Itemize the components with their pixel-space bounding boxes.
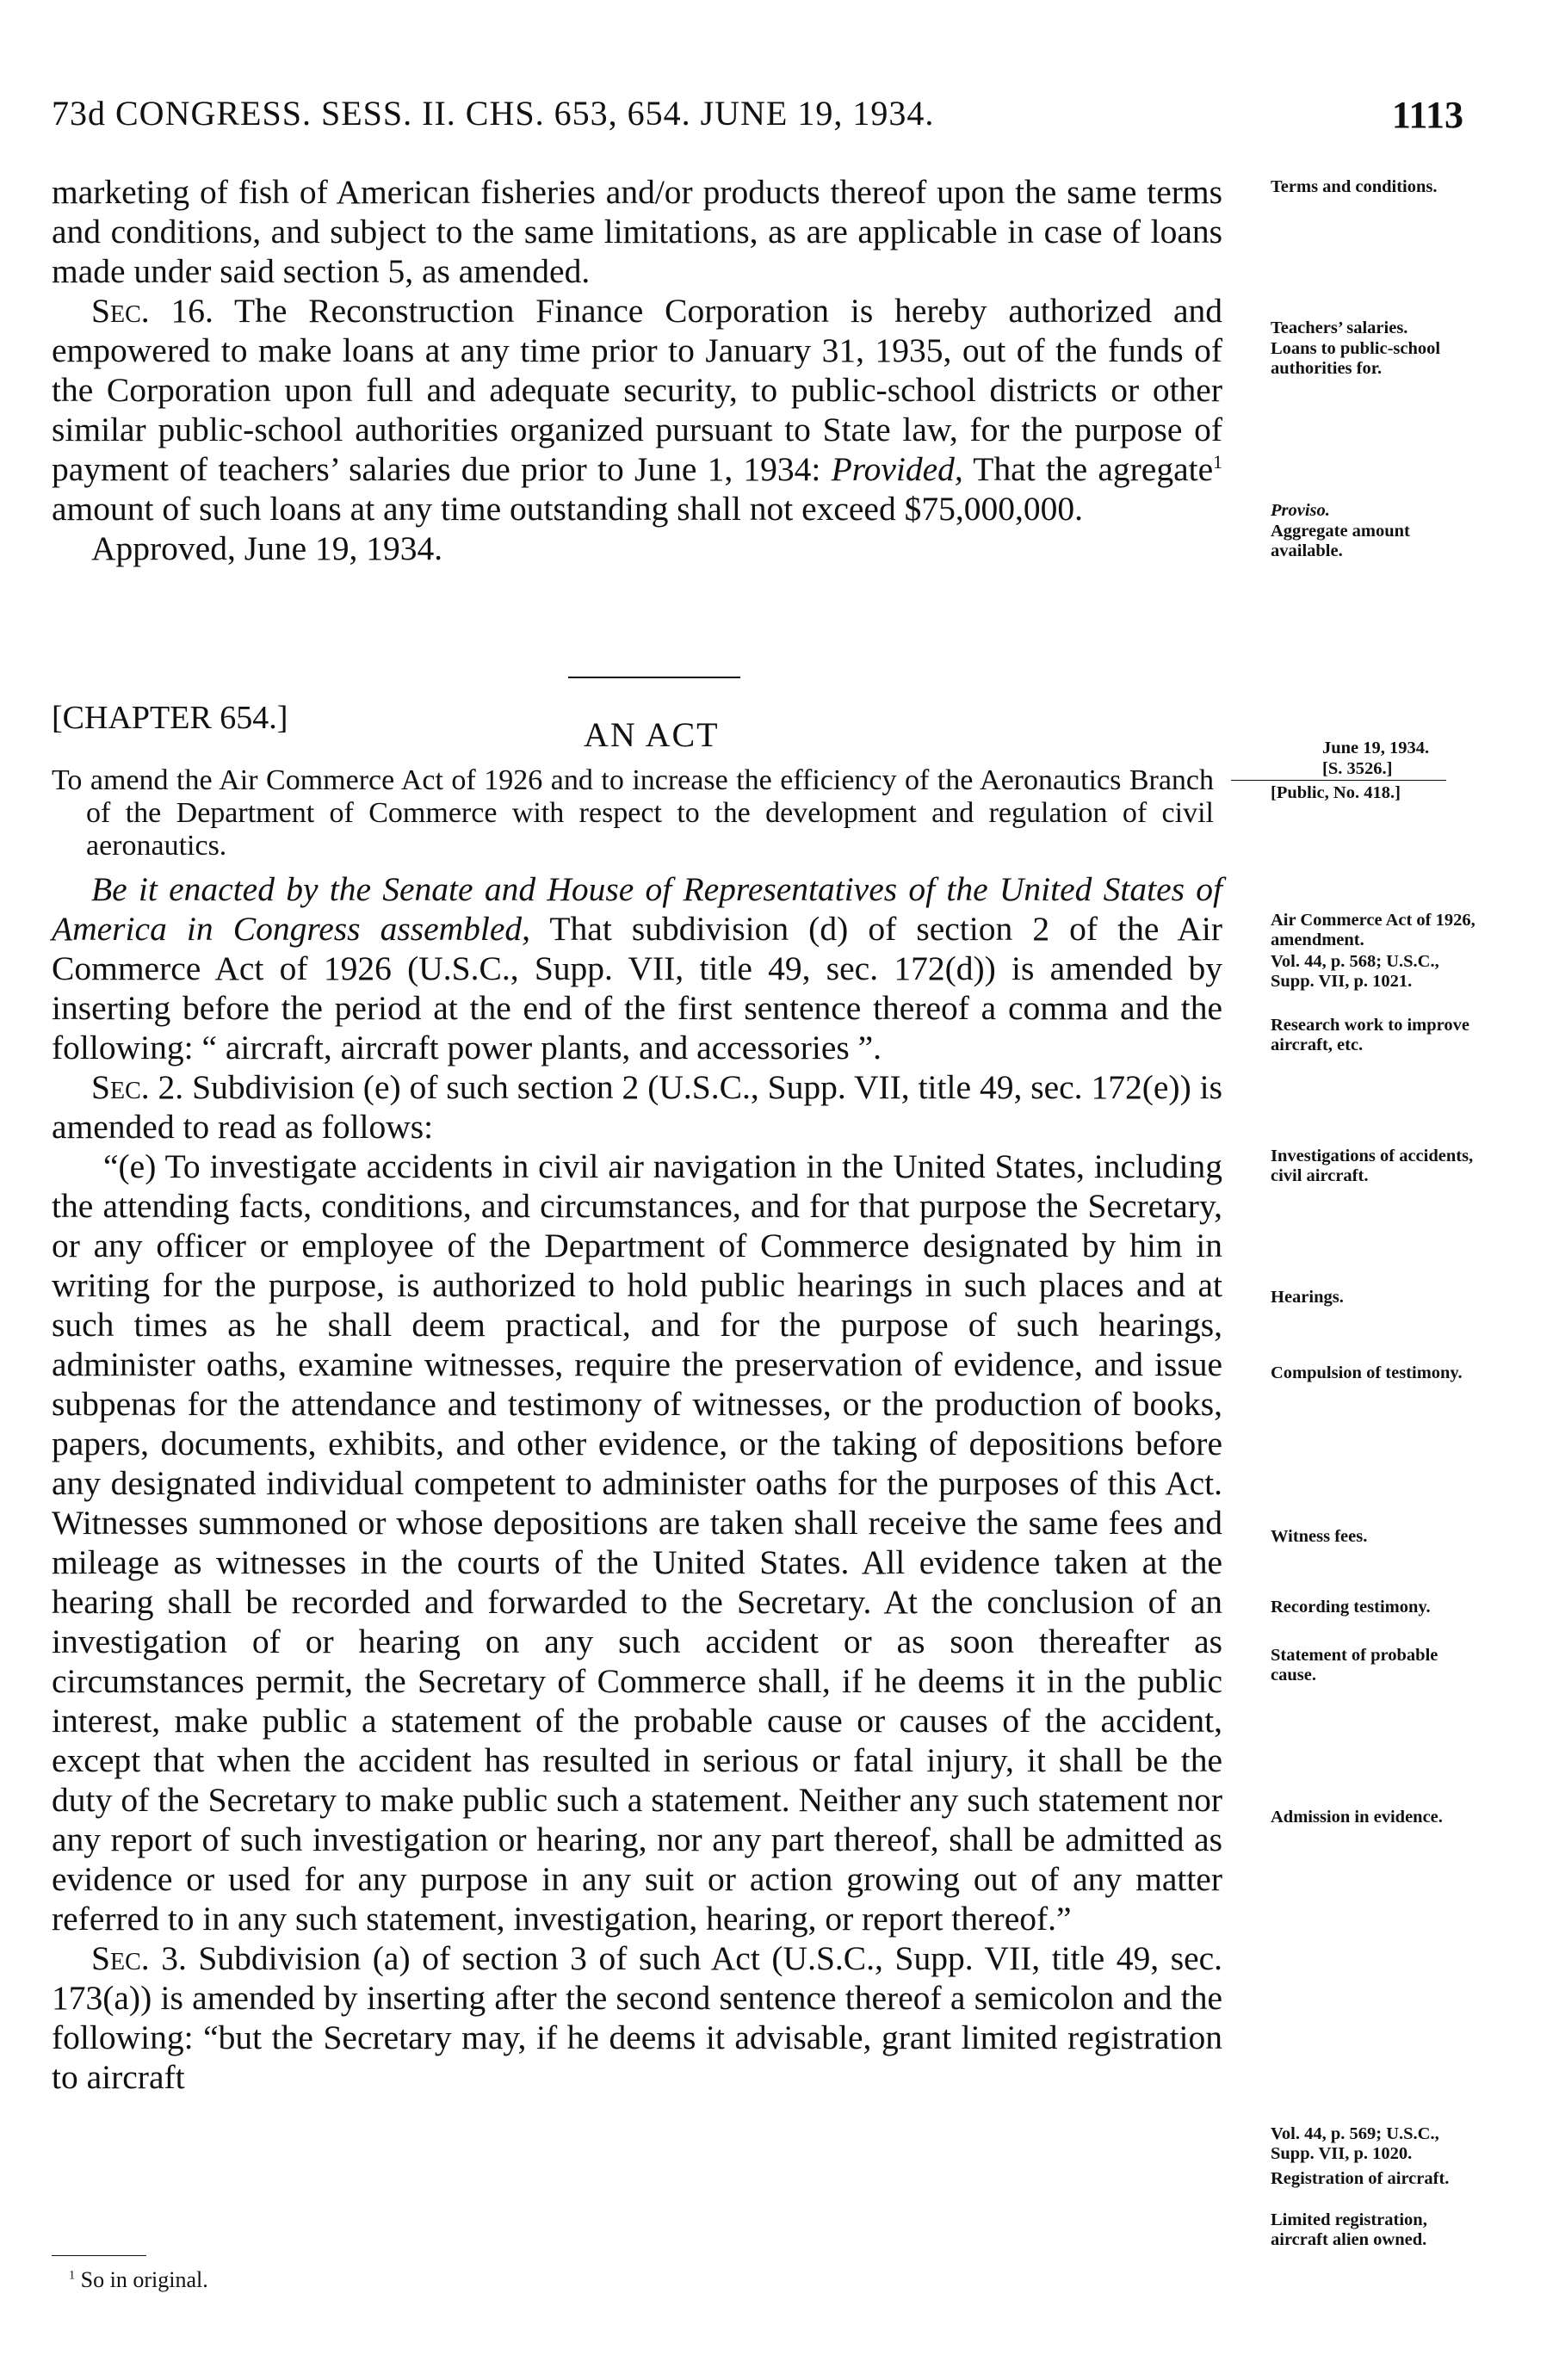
margin-note-hearings: Hearings. [1271,1288,1344,1307]
margin-note-limited: Limited registration, aircraft alien owned. [1271,2210,1427,2249]
margin-note-compulsion: Compulsion of testimony. [1271,1363,1463,1382]
footnote-mark: 1 [69,2268,76,2283]
footnote [69,2267,208,2293]
separator-rule [568,677,740,678]
sec16-tail-a: That the agregate [962,450,1214,488]
sec3-label: Sec. 3. [91,1939,187,1977]
page-number: 1113 [1391,94,1463,136]
sec2-quote: “(e) To investigate accidents in civil air navigation in the United States, including the attending facts, conditions, and circumstances, and for that purpose the Secretary, or any officer or employee of the Department of Commerce designated by him in writing for the purpose, is authorized to hold public hearings in such places and at such times as he shall deem practical, and for the purpose of such hearings, administer oaths, examine witnesses, require the preservation of evidence, and issue subpenas for the attendance and testimony of witnesses, or the production of books, papers, documents, exhibits, and other evidence, or the taking of depositions before any designated individual competent to administer oaths for the purposes of this Act. Witnesses summoned or whose depositions are taken shall receive the same fees and mileage as witnesses in the courts of the United States. All evidence taken at the hearing shall be recorded and forwarded to the Secretary. At the conclusion of an investigation of or hearing on any such accident or as soon thereafter as circumstances permit, the Secretary of Commerce shall, if he deems it in the public interest, make public a statement of the probable cause or causes of the accident, except that when the accident has resulted in serious or fatal injury, it shall be the duty of the Secretary to make public such a statement. Neither any such statement nor any report of such investigation or hearing, nor any part thereof, shall be admitted as evidence or used for any purpose in any suit or action growing out of any matter referred to in any such statement, investigation, hearing, or report thereof.” [52,1147,1222,1938]
purpose-text: To amend the Air Commerce Act of 1926 and to increase the efficiency of the Aeronautics Branch of the Department of Commerce with respect to the development and regulation of civil aeronautics. [52,764,1214,862]
approved-line: Approved, June 19, 1934. [91,529,443,567]
proviso-label: Proviso. [1271,501,1330,520]
margin-note-vol44a: Vol. 44, p. 568; U.S.C., Supp. VII, p. 1021. [1271,952,1439,991]
margin-note-registration: Registration of aircraft. [1271,2169,1450,2188]
act-title: AN ACT [584,715,720,754]
margin-note-admission: Admission in evidence. [1271,1808,1443,1827]
sec16-block [52,172,1222,568]
enacting-clause: Be it enacted by the Senate and House of Representatives of the United States of America in Congress assembled, [52,870,1222,948]
margin-note-air-commerce: Air Commerce Act of 1926, amendment. [1271,911,1475,949]
chapter-label: [CHAPTER 654.] [52,700,288,736]
sec3-text: Subdivision (a) of section 3 of such Act (U.S.C., Supp. VII, title 49, sec. 173(a)) is amended by inserting after the second sentence thereof a semicolon and the following: “but the Secretary may, if he deems it advisable, grant limited registration to aircraft [52,1939,1223,2096]
sec3-paragraph [52,1938,1222,2097]
margin-note-statement: Statement of probable cause. [1271,1646,1438,1685]
margin-note-investigations: Investigations of accidents, civil aircraft. [1271,1147,1474,1185]
sec16-text: The Reconstruction Finance Corporation is hereby authorized and empowered to make loans at any time prior to January 31, 1935, out of the funds of the Corporation upon full and adequate security, to public-school districts or other similar public-school authorities organized pursuant to State law, for the purpose of payment of teachers’ salaries due prior to June 1, 1934: [52,292,1222,488]
proviso-word: Provided, [831,450,963,488]
act-body [52,869,1222,2097]
running-head: 73d CONGRESS. SESS. II. CHS. 653, 654. JUNE 19, 1934. [52,94,935,133]
footnote-text: So in original. [75,2267,208,2292]
footnote-rule [52,2255,146,2256]
act-purpose [52,764,1214,862]
running-header [52,93,1463,145]
sec2-label: Sec. 2. [91,1068,184,1106]
margin-note-date: June 19, 1934. [1322,739,1430,757]
sec1-text: That subdivision (d) of section 2 of the Air Commerce Act of 1926 (U.S.C., Supp. VII, title 49, sec. 172(d)) is amended by inserting before the period at the end of the first sentence thereof a comma and the following: “ aircraft, aircraft power plants, and accessories ”. [52,910,1222,1066]
margin-note-public-no: [Public, No. 418.] [1271,783,1401,802]
margin-note-vol44b: Vol. 44, p. 569; U.S.C., Supp. VII, p. 1020. [1271,2124,1439,2163]
margin-note-witness-fees: Witness fees. [1271,1527,1368,1546]
margin-note-teachers: Teachers’ salaries. [1271,318,1408,337]
margin-rule [1231,780,1446,781]
margin-note-terms: Terms and conditions. [1271,177,1438,196]
margin-note-aggregate: Aggregate amount available. [1271,522,1410,560]
sec2-text: Subdivision (e) of such section 2 (U.S.C., Supp. VII, title 49, sec. 172(e)) is amended to read as follows: [52,1068,1222,1146]
margin-note-recording: Recording testimony. [1271,1598,1431,1617]
sec2-paragraph [52,1067,1222,1147]
footnote-ref: 1 [1213,451,1222,473]
sec16-label: Sec. 16. [91,292,213,330]
sec1-paragraph [52,869,1222,1067]
margin-note-proviso [1271,501,1477,521]
margin-note-bill: [S. 3526.] [1322,759,1393,778]
margin-note-loans: Loans to public-school authorities for. [1271,339,1441,378]
margin-note-research: Research work to improve aircraft, etc. [1271,1016,1469,1054]
sec16-paragraph [52,291,1222,529]
sec16-tail-b: amount of such loans at any time outstanding shall not exceed $75,000,000. [52,490,1083,528]
sec15-tail-paragraph: marketing of fish of American fisheries and/or products thereof upon the same terms and conditions, and subject to the same limitations, as are applicable in case of loans made under said section 5, as amended. [52,173,1222,290]
